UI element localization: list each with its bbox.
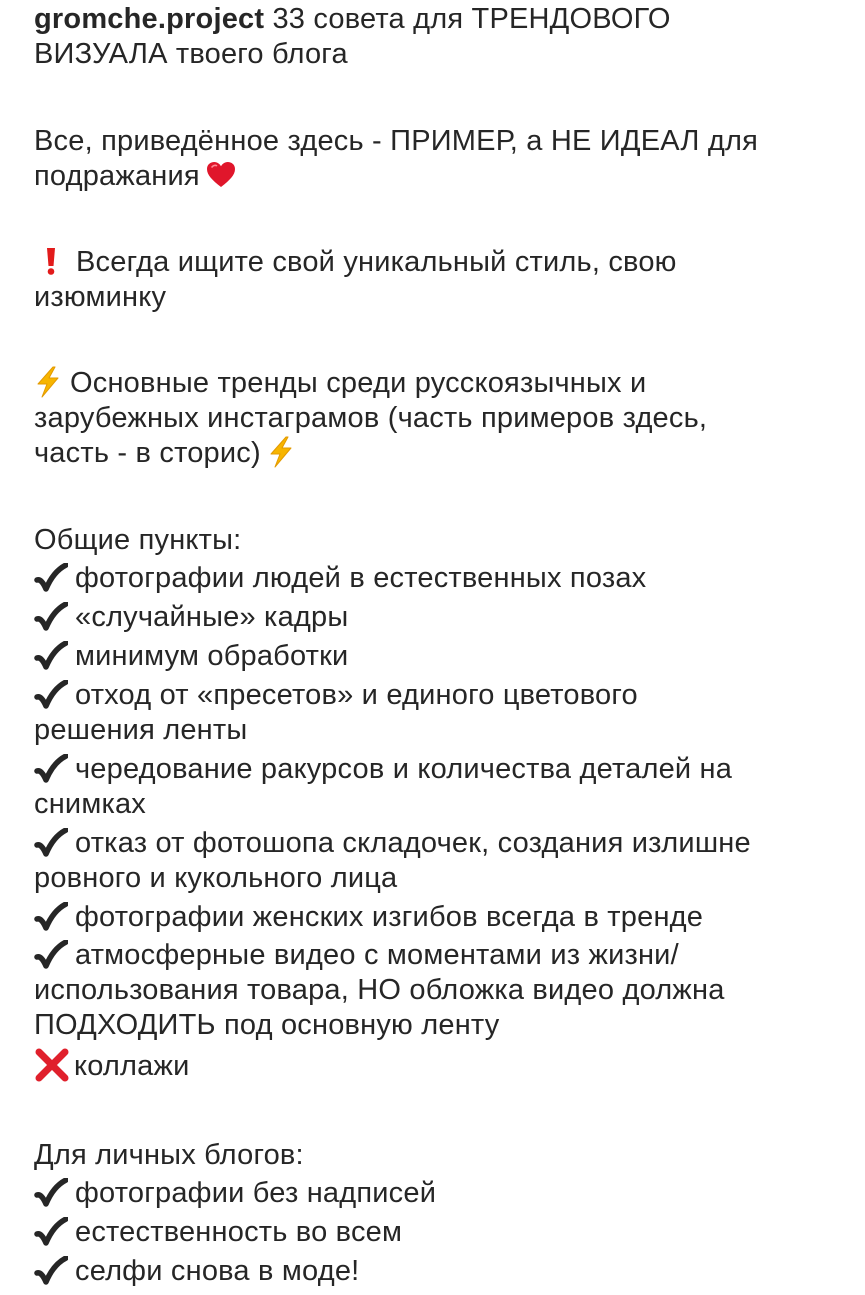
- list-item-text: фотографии женских изгибов всегда в тренде: [75, 901, 704, 933]
- general-list: [34, 561, 834, 1086]
- list-item: [34, 752, 834, 826]
- check-mark-icon: [34, 563, 68, 593]
- caption-title-line: [34, 2, 834, 37]
- list-item-text: коллажи: [74, 1050, 190, 1082]
- list-item: [34, 938, 834, 1048]
- caption-title-text: 33 совета для ТРЕНДОВОГО: [264, 3, 671, 35]
- check-mark-icon: [34, 940, 68, 970]
- trends-line: [34, 366, 834, 401]
- warning-line-2: изюминку: [34, 281, 167, 313]
- list-item-negative: [34, 1048, 834, 1086]
- list-item: [34, 561, 834, 600]
- intro-text: подражания: [34, 160, 200, 192]
- list-item-text: естественность во всем: [75, 1216, 403, 1248]
- warning-line: [34, 245, 834, 280]
- general-heading: Общие пункты:: [34, 524, 242, 556]
- red-cross-icon: [34, 1048, 70, 1082]
- check-mark-icon: [34, 1178, 68, 1208]
- list-item: [34, 600, 834, 639]
- personal-heading: Для личных блогов:: [34, 1139, 304, 1171]
- check-mark-icon: [34, 680, 68, 710]
- list-item-text-cont: решения ленты: [34, 714, 248, 746]
- red-heart-icon: [206, 161, 236, 189]
- list-item-text: отказ от фотошопа складочек, создания излишне: [75, 827, 751, 859]
- list-item-text: чередование ракурсов и количества деталей на: [75, 753, 733, 785]
- list-item-text-cont: снимках: [34, 788, 147, 820]
- check-mark-icon: [34, 1256, 68, 1286]
- list-item-text: фотографии людей в естественных позах: [75, 562, 647, 594]
- list-item: [34, 1176, 834, 1215]
- check-mark-icon: [34, 641, 68, 671]
- list-item-text: отход от «пресетов» и единого цветового: [75, 679, 638, 711]
- list-item-text: минимум обработки: [75, 640, 349, 672]
- list-item-text-cont: ровного и кукольного лица: [34, 862, 398, 894]
- list-item: [34, 678, 834, 752]
- list-item-text: фотографии без надписей: [75, 1177, 437, 1209]
- check-mark-icon: [34, 902, 68, 932]
- list-item-text: селфи снова в моде!: [75, 1255, 360, 1287]
- warning-text: Всегда ищите свой уникальный стиль, свою: [76, 246, 677, 278]
- personal-list: [34, 1176, 834, 1293]
- intro-line: Все, приведённое здесь - ПРИМЕР, а НЕ ИДЕАЛ для: [34, 125, 759, 157]
- list-item: [34, 826, 834, 900]
- post-caption: [34, 0, 834, 1293]
- trends-line-2: зарубежных инстаграмов (часть примеров здесь,: [34, 402, 708, 434]
- trends-text-end: часть - в сторис): [34, 437, 261, 469]
- trends-text: Основные тренды среди русскоязычных и: [70, 367, 647, 399]
- list-item-text: атмосферные видео с моментами из жизни/: [75, 939, 679, 971]
- list-item: [34, 1254, 834, 1293]
- list-item: [34, 639, 834, 678]
- caption-title-line-2: ВИЗУАЛА твоего блога: [34, 38, 348, 70]
- list-item-text-cont: ПОДХОДИТЬ под основную ленту: [34, 1009, 500, 1041]
- intro-line-2: [34, 159, 834, 194]
- list-item: [34, 900, 834, 938]
- list-item: [34, 1215, 834, 1254]
- trends-line-3: [34, 436, 834, 471]
- check-mark-icon: [34, 828, 68, 858]
- list-item-text-cont: использования товара, НО обложка видео должна: [34, 974, 725, 1006]
- list-item-text: «случайные» кадры: [75, 601, 349, 633]
- check-mark-icon: [34, 754, 68, 784]
- check-mark-icon: [34, 602, 68, 632]
- red-exclamation-icon: [44, 246, 58, 276]
- lightning-icon: [267, 436, 295, 468]
- lightning-icon: [34, 366, 62, 398]
- author-username[interactable]: gromche.project: [34, 3, 265, 35]
- check-mark-icon: [34, 1217, 68, 1247]
